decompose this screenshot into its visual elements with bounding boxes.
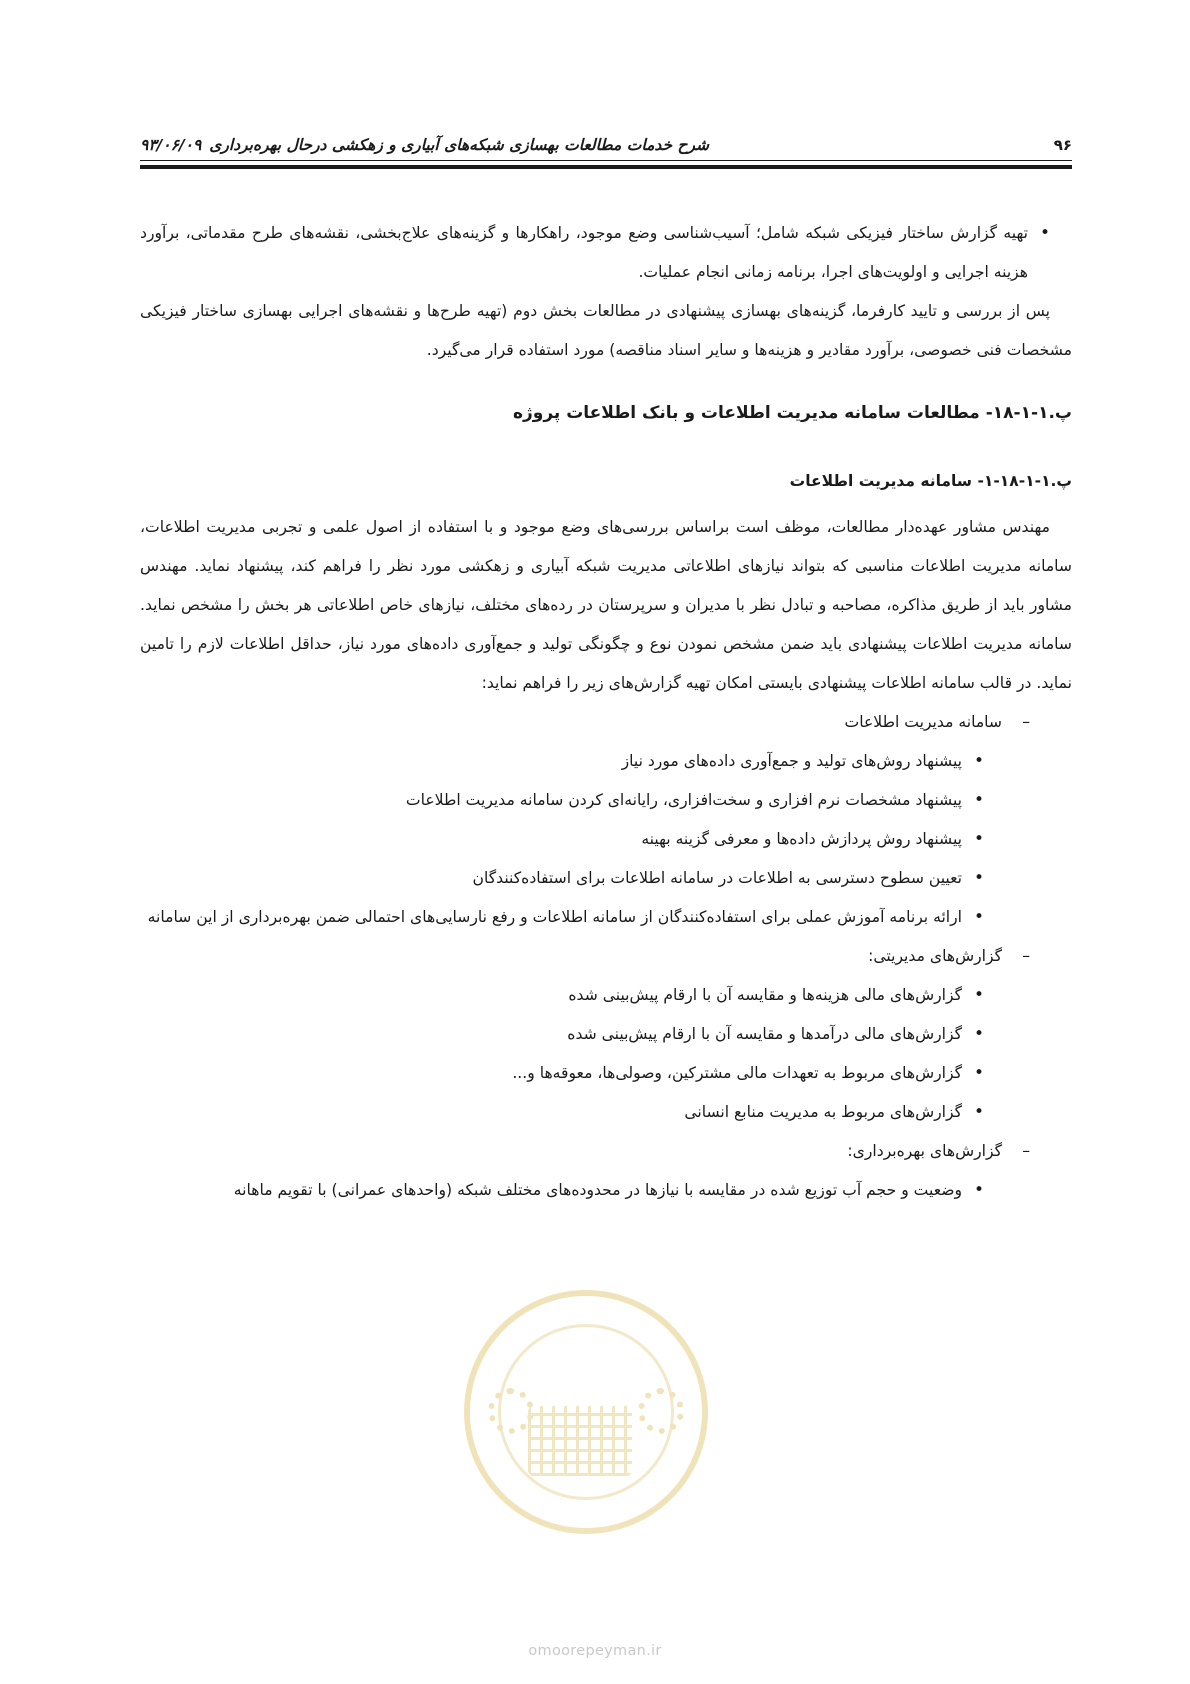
page-number: ۹۶ — [1053, 136, 1072, 154]
subsection-heading: پ.۱-۱-۱۸-۱- سامانه مدیریت اطلاعات — [789, 472, 1072, 490]
gear-icon — [638, 1388, 684, 1434]
header-title: شرح خدمات مطالعات بهسازی شبکه‌های آبیاری و زهکشی درحال بهره‌برداری — [209, 136, 710, 154]
list-item: • پیشنهاد روش پردازش داده‌ها و معرفی گزینه بهینه — [140, 820, 1072, 859]
list-item: • گزارش‌های مالی هزینه‌ها و مقایسه آن با ارقام پیش‌بینی شده — [140, 976, 1072, 1015]
watermark-site: omoorepeyman.ir — [528, 1643, 662, 1659]
list-item: • گزارش‌های مربوط به تعهدات مالی مشترکین، وصولی‌ها، معوقه‌ها و... — [140, 1054, 1072, 1093]
group-title-operation-reports: – گزارش‌های بهره‌برداری: — [140, 1132, 1072, 1171]
group-title-information-system: – سامانه مدیریت اطلاعات — [140, 703, 1072, 742]
header-rule-thick — [140, 165, 1072, 169]
section-paragraph: مهندس مشاور عهده‌دار مطالعات، موظف است براساس بررسی‌های وضع موجود و با استفاده از اصول علمی و تجربی مدیریت اطلاعات، سامانه مدیریت اطلاعات مناسبی که بتواند نیازهای اطلاعاتی مدیریت شبکه آبیاری و زهکشی مورد نظر را فراهم کند، پیشنهاد نماید. مهندس مشاور باید از طریق مذاکره، مصاحبه و تبادل نظر با مدیران و سرپرستان در رده‌های مختلف، نیازهای خاص اطلاعاتی هر بخش را مشخص نماید. سامانه مدیریت اطلاعات پیشنهادی باید ضمن مشخص نمودن نوع و چگونگی تولید و جمع‌آوری داده‌های مورد نیاز، حداقل اطلاعات لازم را تامین نماید. در قالب سامانه اطلاعات پیشنهادی بایستی امکان تهیه گزارش‌های زیر را فراهم نماید: — [140, 518, 1072, 692]
list-item: • گزارش‌های مالی درآمدها و مقایسه آن با ارقام پیش‌بینی شده — [140, 1015, 1072, 1054]
intro-paragraph: پس از بررسی و تایید کارفرما، گزینه‌های بهسازی پیشنهادی در مطالعات بخش دوم (تهیه طرح‌ها و نقشه‌های اجرایی بهسازی ساختار فیزیکی مشخصات فنی خصوصی، برآورد مقادیر و هزینه‌ها و سایر اسناد مناقصه) مورد استفاده قرار می‌گیرد. — [140, 302, 1072, 359]
list-item: • ارائه برنامه آموزش عملی برای استفاده‌کنندگان از سامانه اطلاعات و رفع نارسایی‌های احتمالی ضمن بهره‌برداری از این سامانه — [140, 898, 1072, 937]
group-title-management-reports: – گزارش‌های مدیریتی: — [140, 937, 1072, 976]
list-item: • وضعیت و حجم آب توزیع شده در مقایسه با نیازها در محدوده‌های مختلف شبکه (واحدهای عمرانی) با تقویم ماهانه — [140, 1171, 1072, 1210]
list-item: • پیشنهاد روش‌های تولید و جمع‌آوری داده‌های مورد نیاز — [140, 742, 1072, 781]
list-item: • گزارش‌های مربوط به مدیریت منابع انسانی — [140, 1093, 1072, 1132]
building-grid-icon — [528, 1406, 632, 1476]
section-heading: پ.۱-۱-۱۸- مطالعات سامانه مدیریت اطلاعات و بانک اطلاعات پروژه — [512, 403, 1072, 423]
list-item: • پیشنهاد مشخصات نرم افزاری و سخت‌افزاری، رایانه‌ای کردن سامانه مدیریت اطلاعات — [140, 781, 1072, 820]
list-item: • تعیین سطوح دسترسی به اطلاعات در سامانه اطلاعات برای استفاده‌کنندگان — [140, 859, 1072, 898]
header-date: ۹۳/۰۶/۰۹ — [140, 136, 202, 154]
watermark-seal-icon — [464, 1290, 708, 1534]
intro-bullet: • تهیه گزارش ساختار فیزیکی شبکه شامل؛ آسیب‌شناسی وضع موجود، راهکارها و گزینه‌های علاج‌بخشی، نقشه‌های طرح مقدماتی، برآورد هزینه اجرایی و اولویت‌های اجرا، برنامه زمانی انجام عملیات. — [140, 214, 1072, 292]
header-rule-thin — [140, 160, 1072, 161]
running-title — [140, 136, 709, 154]
page-header — [140, 128, 1072, 154]
page-body — [140, 214, 1072, 1210]
